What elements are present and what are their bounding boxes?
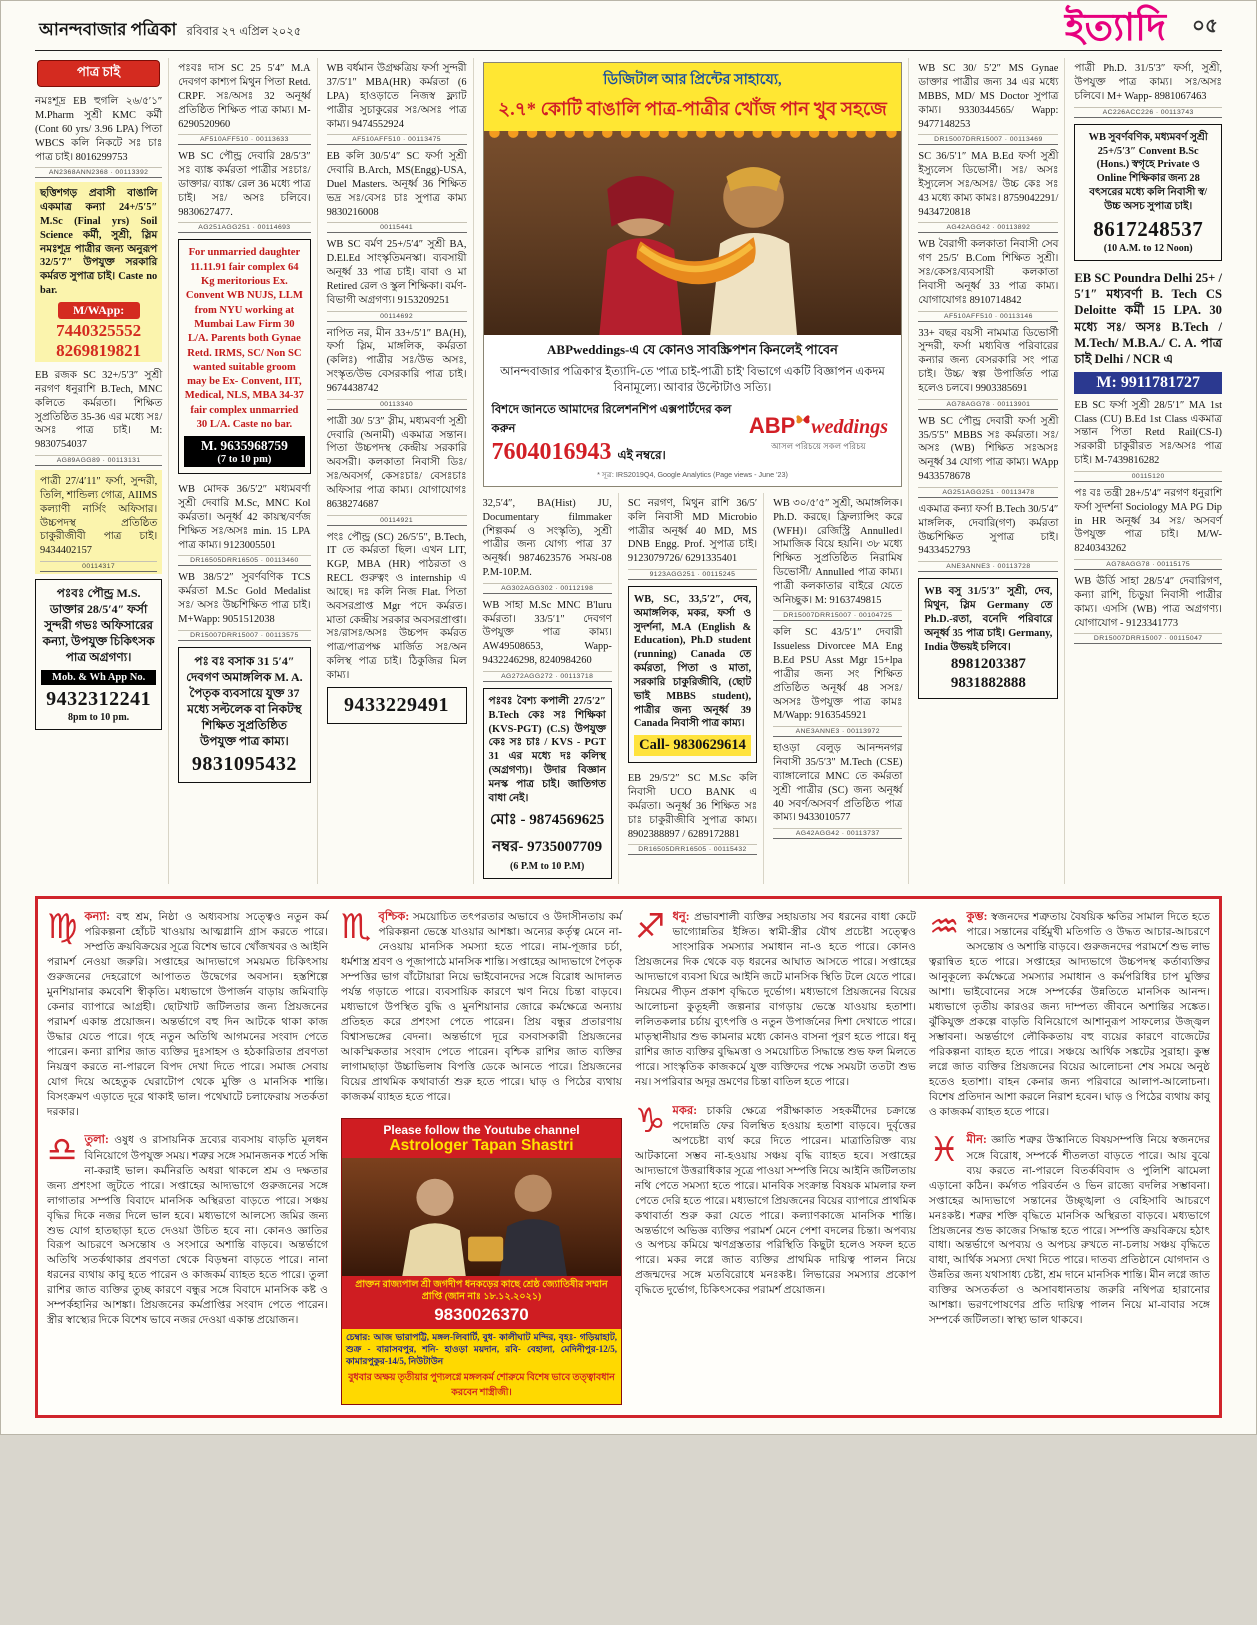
classified-ad: [327, 234, 467, 322]
award-text: প্রাক্তন রাজ্যপাল শ্রী জগদীপ ধনকড়ের কাছে শ্রেষ্ঠ জ্যোতিষীর সম্মান প্রাপ্তি (জান নাঃ ১৮.১২.২০২১): [342, 1276, 621, 1305]
contact-label: M. 9635968759 (7 to 10 pm): [184, 436, 304, 467]
ad-text: পাত্রী Ph.D. 31/5′3″ ফর্সা, সুশ্রী, উপযুক্ত পাত্র কাম্য। সঃ/অসঃ চলিবে। M+ Wapp- 8981067463: [1074, 63, 1222, 102]
ad-code: 00114921: [327, 515, 467, 526]
subcolumn-c: [773, 493, 902, 884]
ad-code: ANE3ANNE3 · 00113728: [918, 561, 1058, 572]
horoscope-text: মকর: চাকরি ক্ষেত্রে পরীক্ষাকাত সহকর্মীদের চক্রান্তে পদোন্নতি ফের বিলম্বিত হওয়ায় হতাশা বাড়বে। দুর্বৃত্তের অপচেষ্টা ব্যর্থ করে দিতে পারেন। মাত্রাতিরিক্ত ব্যয় আটকানো সম্ভব না-হওয়ায় সঞ্চয় বৃদ্ধি ব্যাহত হবে। সপ্তাহের আদ্যভাগে উত্তরাধিকার সূত্রে পাওয়া সম্পত্তি নিয়ে আইনি জটিলতায় নথি পেতে সমস্যা হতে পারে। মানবিক সংক্রান্ত বিষয়ক মামলার ফল পেতে দেরি হতে পারে। মধ্যভাগে প্রিয়জনের বিয়ের ব্যাপারে প্রাথমিক কথাবার্তা শুরু করা যেতে পারে। কল্যাণকাজে মানসিক শান্তি। অন্তর্ভাগে অভিজ্ঞ ব্যক্তির পরামর্শ মেনে পেশা বদলের চিন্তা। অপব্যয় ও অপচয় কমিয়ে ঋণগ্রস্ততার পরিস্থিতি কিছুটা হলেও সফল হতে পারে। মকর লগ্নে জাত ব্যক্তির প্রাথমিক দায়িত্ব পালন নিয়ে প্রজন্মদের সঙ্গে মতবিরোধে মনঃকষ্ট। লিভারের সমস্যার প্রকোপ বৃদ্ধিতে দুর্ভোগ, চিকিৎসকের পরামর্শ প্রয়োজন।: [635, 1104, 916, 1297]
classified-column-6: [918, 58, 1065, 883]
ad-text: WB 38/5′2″ সুবর্ণবণিক TCS কর্মরতা M.Sc Gold Medalist সঃ/ অসঃ উচ্চশিক্ষিত পাত্র চাই। M+Wapp: 9051512038: [178, 572, 311, 625]
horoscope-text: কন্যা: বহু শ্রম, নিষ্ঠা ও অধ্যবসায় সত্ত্বেও নতুন কর্ম পরিকল্পনা হোঁচট খাওয়ায় আত্মগ্লানি গ্রাস করতে পারে। সম্প্রতি ক্রয়বিক্রয়ের সূত্রে বিশেষ ভাবে খোঁজখবর ও আইনি পরামর্শ নেওয়া জরুরি। সপ্তাহের আদ্যভাগে সময়মত চিকিৎসায় গুরুজনের দেহরোগে আপাতত উদ্বেগের অবসান। হস্তশিল্পে মুনশিয়ানার কমবেশি স্বীকৃতি। মধ্যভাগে উপার্জন বাড়ায় জমিবাড়ি কেনার ব্যাপারে আগ্রহী। ছোটখাট জটিলতার জন্য প্রিয়জনের পরামর্শ একান্ত প্রয়োজন। অন্তর্ভাগে বহু দিন আটকে থাকা কাজ উদ্ধার যেতে পারে। গৃহে নতুন অতিথি আগমনের সংবাদ পেতে পারেন। কন্যা রাশির জাত ব্যক্তির দুঃসাহস ও হঠকারিতার প্রবণতা নিয়ন্ত্রণ করতে না-পারলে বিপদ দেখা দিতে পারে। সমাজ সেবায় যোগ দিয়ে অহেতুক ঘেরাটোপ থেকে মুক্তি ও মানসিক শান্তি। বিসংক্রমণ এড়াতে দূরে থাকাই ভাল। পথেঘাটে চলাফেরায় সতর্কতা দরকার।: [47, 910, 328, 1118]
classified-ad: [483, 493, 612, 595]
horoscope-entry-sagittarius: [635, 906, 916, 1090]
center-column: [483, 58, 910, 883]
classified-ad: [773, 493, 902, 623]
ad-text: WB SC 30/ 5′2″ MS Gynae ডাক্তার পাত্রীর জন্য 34 এর মধ্যে MBBS, MD/ MS Doctor সুপাত্র কাম্য। 9330344565/ Wapp: 9477148253: [918, 63, 1059, 130]
ad-text: নাপিত নর, মীন 33+/5′1″ BA(H), ফর্সা স্লিম, মাঙ্গলিক, কর্মরতা (কলিঃ) পাত্রীর সঃ/উভ অসঃ, সংস্কৃত/উভ বেসরকারি পাত্র চাই। 9674438742: [326, 327, 467, 394]
classified-ad: [773, 622, 902, 738]
sign-name: মীন:: [966, 1134, 987, 1147]
classified-ad: [918, 146, 1058, 234]
classified-ad: [918, 234, 1058, 322]
classified-ad: [1074, 58, 1222, 118]
ad-code: DR16505DRR16505 · 00113460: [178, 555, 310, 566]
classified-ad: [327, 323, 467, 411]
pisces-icon: ♓: [929, 1130, 960, 1171]
astrologer-ad-footer: বুধবার অক্ষয় তৃতীয়ার পুণ্যলগ্নে মঙ্গলকর্ম শোরুমে বিশেষ ভাবে তত্ত্বাবধান করবেন শাস্ত্রীজী।: [342, 1369, 621, 1404]
ad-text: পাত্রী 30/ 5′3″ স্লীম, মধ্যমবর্ণা সুশ্রী দেবারি (অনামী) একমাত্র সন্তান। পিতা উচ্চপদস্থ কেন্দ্রীয় সরকারি অবসরী। কলকাতা নিবাসী ডিঃ/সঃ/অবসর্গ, কেসঃচাঃ/ বেসঃচাঃ অফিসার পাত্র কাম্য। যোগাযোগঃ 8638274687: [326, 415, 467, 510]
phone-number: 8981203387: [950, 656, 1026, 673]
ad-text: 33+ বছর বয়সী নামমাত্র ডিভোর্সী সুন্দরী, ফর্সা মধ্যবিত্ত পরিবারের কন্যার জন্য বেসরকারি সং পাত্র চাই। উচ্চ/ স্বল্প উপার্জিত পাত্র হলেও চলবে। 9903385691: [918, 327, 1059, 394]
classified-ad: [35, 91, 162, 179]
sign-name: ধনু:: [672, 910, 690, 923]
astrologer-ad-header: [342, 1119, 621, 1158]
ad-text: EB SC Poundra Delhi 25+ / 5′1″ মধ্যবর্ণা B. Tech CS Deloitte কর্মী 15 LPA. 30 মধ্যে সঃ/ অসঃ B.Tech / M.Tech/ M.B.A./ C. A. পাত্র চাই Delhi / NCR এ: [1074, 270, 1222, 367]
ad-code: AG78AGG78 · 00113901: [918, 399, 1058, 410]
ad-text: WB সুবর্ণবণিক, মধ্যমবর্ণ সুশ্রী 25+/5′3″ Convent B.Sc (Hons.) স্বগৃহে Private ও Online শিক্ষিকার জন্য 28 বৎসরের মধ্যে কলি নিবাসী স্ব/ উচ্চ অসচ সুপাত্র চাই।: [1088, 131, 1208, 212]
sign-name: তুলা:: [84, 1134, 109, 1147]
ad-text: পঃবঃ দাস SC 25 5′4″ M.A দেবগণ কাশ্যপ মিথুন পিতা Retd. CRPF. সঃ/অসঃ 32 অনূর্ধ্ব প্রতিষ্ঠিত শিক্ষিত পাত্র কাম্য। M-6290520960: [178, 63, 311, 130]
ad-text: কলি SC 43/5′1″ দেবারী Issueless Divorcee MA Eng B.Ed PSU Asst Mgr 15+lpa পাত্রীর জন্য সং শিক্ষিত প্রতিষ্ঠিত অনূর্ধ্ব 48 সসঃ/অসসঃ উপযুক্ত পাত্র কামঃ M/Wapp: 9163545921: [773, 627, 903, 722]
sagittarius-icon: ♐: [635, 906, 666, 947]
horoscope-column-4: [929, 906, 1210, 1405]
ad-text: For unmarried daughter 11.11.91 fair complex 64 Kg meritorious Ex. Convent WB NUJS, LLM from NYU working at Mumbai Law Firm 30 L/A. Parents both Gynae Retd. IRMS, SC/ Non SC wanted suitable groom may be Ex- Convent, IIT, Medical, NLS, MBA 34-37 fair complex unmarried 30 L/A. Caste no bar.: [184, 247, 304, 431]
ad-code: 00113340: [327, 399, 467, 410]
horoscope-text: তুলা: ওষুধ ও রাসায়নিক দ্রব্যের ব্যবসায় বাড়তি মূলধন বিনিয়োগে উপযুক্ত সময়। শত্রুর সঙ্গে সমানজনক শর্তে সন্ধি না-করাই ভাল। কর্মনিরতি অধরা থাকলে শ্রম ও দক্ষতার জন্য প্রশংসা জুটতে পারে। সপ্তাহের আদ্যভাগে গুরুজনের সঙ্গে লাগাতার সম্পত্তি বিবাদে মানসিক অস্থিরতা বাড়তে পারে। সঞ্চয় বৃদ্ধির দিকে নজর দিলে ভাল হবে। মধ্যভাগে আলস্যে জমির জন্য শুভ যোগ হাতছাড়া হতে দেওয়া উচিত হবে না। কোনও জ্ঞাতির বিরূপ আচরণে অসন্তোষ ও সংসারে অশান্তি বাড়বে। অন্তর্ভাগে অতিথি সতর্কথাকার প্রবণতা থেকে বিড়ম্বনা বাড়তে পারে। নানা ধরনের ব্যথায় কাবু হতে পারেন ও কাজকর্ম ব্যাহত হতে পারে। তুলা রাশির জাত ব্যক্তির তুচ্ছ কারণে বন্ধুর সঙ্গে বিবাদে মানসিক কষ্ট ও সম্পর্কহানির আশঙ্কা। প্রিয়জনের কর্মপ্রাপ্তির সংবাদ পেতে পারেন। স্ত্রীর স্বাস্থ্যের দিকে বিশেষ ভাবে নজর দেওয়া একান্ত প্রয়োজন।: [47, 1134, 328, 1327]
horoscope-text: ধনু: প্রভাবশালী ব্যক্তির সহায়তায় সব ধরনের বাধা কেটে ভাগ্যোন্নতির ইঙ্গিত। স্বামী-স্ত্রীর যৌথ প্রচেষ্টা সত্ত্বেও সাংসারিক সমস্যার সমাধান না-ও হতে পারে। কোনও প্রিয়জনের দিক থেকে বড় ধরনের আঘাত আসতে পারে। সপ্তাহের আদ্যভাগে ব্যবসা ঘিরে আইনি জটে মানসিক স্থিতি টলে যেতে পারে। নিয়মের পীড়ন প্রকাশ বৃদ্ধিতে দুর্ভোগ। মধ্যভাগে প্রিয়জনের বিয়ের আলোচনা কুতূহলী জল্পনার বাগড়ায় ভেস্তে যাওয়ায় হতাশা। ললিতকলার চর্চায় ব্যুৎপত্তি ও নতুন উপার্জনের দিশা দেখাতে পারে। মাতৃস্থানীয়ার শুভ কামনার মধ্যে কোনও বাসনা পূরণ হতে পারে। ধনু রাশির জাত ব্যক্তির বুদ্ধিমত্তা ও সময়োচিত সিদ্ধান্তে শুভ ফল মিলতে পারে। সাংস্কৃতিক কাজকর্মে যুক্ত ব্যক্তিদের পক্ষে সময়টা ততটা শুভ নয়। সপরিবার অদূর ভ্রমণের চিন্তা বাতিল হতে পারে।: [635, 910, 916, 1088]
ad-text: WB SC বর্মণ 25+/5′4″ সুশ্রী BA, D.El.Ed সাংস্কৃতিমনস্কা। ব্যবসায়ী অনূর্ধ্ব 33 পাত্র চাই। বাবা ও মা Retired রেল ও স্কুল শিক্ষিকা। বর্মণ-বিভাগী অগ্রগণ্য। 9153209251: [326, 239, 467, 306]
wedding-photo: [484, 131, 902, 335]
ad-code: AG302AGG302 · 00112198: [483, 583, 612, 594]
horoscope-section: [35, 896, 1222, 1418]
ad-code: AF510AFF510 · 00113475: [327, 134, 467, 145]
classified-column-3: [327, 58, 474, 883]
phone-number: 9831882888: [950, 675, 1026, 692]
classified-ad: [327, 58, 467, 146]
classified-ad: [35, 365, 162, 467]
ad-text: পঃ বঃ বসাক 31 5′4″ দেবগণ অমাঙ্গলিক M. A. পৈতৃক ব্যবসায়ে যুক্ত 37 মধ্যে সল্টলেক বা নিকটস্থ শিক্ষিত সুপ্রতিষ্ঠিত উপযুক্ত পাত্র কাম্য।: [186, 653, 303, 748]
classified-ad: [178, 567, 310, 641]
subcolumn-b: [628, 493, 764, 884]
youtube-follow-text: Please follow the Youtube channel: [383, 1122, 580, 1137]
classifieds-section: [35, 51, 1222, 883]
abp-headline-2: ২.৭* কোটি বাঙালি পাত্র-পাত্রীর খোঁজ পান খুব সহজে: [498, 100, 887, 121]
ad-code: DR16505DRR16505 · 00115432: [628, 844, 757, 855]
ad-text: WB সাহা M.Sc MNC B'luru কর্মরতা। 33/5′1″ দেবগণ উপযুক্ত পাত্র কাম্য। AW49508653, Wapp- 9432246298, 8240984260: [482, 599, 612, 667]
horoscope-column-3: [635, 906, 916, 1405]
sign-name: বৃশ্চিক:: [378, 910, 410, 923]
classified-ad-boxed: [178, 239, 310, 474]
abp-phone-suffix: এই নম্বরে।: [617, 448, 666, 463]
contact-label: M/WApp:: [58, 302, 140, 319]
phone-number: 8269819821: [56, 340, 142, 360]
ad-text: WB বসু 31/5′3″ সুশ্রী, দেব, মিথুন, স্লিম Germany তে Ph.D.-রতা, বনেদি পরিবারে অনূর্ধ্ব 35 পাত্র চাই। Germany, India উভয়ই চলিবে।: [924, 586, 1053, 653]
astrologer-photo: [342, 1158, 621, 1276]
classified-ad: [1074, 395, 1222, 483]
ad-code: 00115441: [327, 222, 467, 233]
classified-ad-boxed: [918, 578, 1058, 699]
ad-code: DR15007DRR15007 · 00104725: [773, 610, 902, 621]
ad-code: ANE3ANNE3 · 00113972: [773, 726, 902, 737]
horoscope-entry-scorpio: [341, 906, 622, 1105]
classified-ad: [483, 595, 612, 683]
ad-code: AC226ACC226 · 00113743: [1074, 107, 1222, 118]
ad-text: পংঃ পৌন্ড্র (SC) 26/5′5″, B.Tech, IT তে কর্মরতা ছিল। এখন LIT, KGP, MBA (HR) পাঠরতা ও RECL গুরুত্বং ও internship এ আছে। দঃ কলি নিজ Flat. পিতা অবসরপ্রাপ্ত Mgr পদে কর্মরত। মাতা কেন্দ্রীয় সরকার অবসরপ্রাপ্তা। সঃ/রাসঃ/অসঃ উচ্চপদ কর্মরত পাত্র/পাত্রপক্ষ মার্জিত সঃ/অন কলিস্থ পাত্র চাই। ঠিকুজির মিল কাম্য।: [326, 531, 467, 681]
ad-text: একমাত্র কন্যা ফর্সা B.Tech 30/5′4″ মাঙ্গলিক, দেবারি(গণ) কর্মরতা উচ্চশিক্ষিত সুপাত্র চাই। 9433452793: [918, 503, 1059, 557]
ad-text: হাওড়া বেলুড় আনন্দনগর নিবাসী 35/5′3″ M.Tech (CSE) ব্যাঙ্গালোরে MNC তে কর্মরতা সুশ্রী পাত্রীর (SC) জন্য অনূর্ধ্ব 40 সবর্ণ/অসবর্ণ প্রতিষ্ঠিত পাত্র কাম্য। 9433010577: [773, 743, 903, 824]
phone-number: নম্বর- 9735007709: [492, 838, 603, 855]
abp-body-line2: আনন্দবাজার পত্রিকা'র ইত্যাদি-তে 'পাত্র চাই-পাত্রী চাই' বিভাগে একটি বিজ্ঞাপন একদম বিনামূল্যে। আবার উল্টোটাও সত্যি।: [500, 365, 885, 394]
astrologer-phone-number: 9830026370: [342, 1304, 621, 1329]
ad-code: AG89AGG89 · 00113131: [35, 455, 162, 466]
section-header-patro-chai: পাত্র চাই: [37, 60, 160, 87]
masthead-right: [1064, 7, 1218, 49]
masthead-left: [39, 17, 301, 45]
ad-text: SC নরগণ, মিথুন রাশি 36/5′ কলি নিবাসী MD Microbio পাত্রীর অনূর্ধ্ব 40 MD, MS DNB Engg. Prof. সুপাত্র চাই। 9123079726/ 6291335401: [627, 497, 758, 565]
newspaper-logo: আনন্দবাজার পত্রিকা: [39, 20, 177, 40]
classified-ad: [918, 411, 1058, 499]
abp-footnote: * সূত্র: IRS2019Q4, Google Analytics (Page views - June '23): [597, 469, 788, 479]
abp-phone-number: 7604016943 এই নম্বরে।: [491, 439, 666, 466]
ad-code: AF510AFF510 · 00113146: [918, 311, 1058, 322]
butterfly-icon: [795, 420, 811, 437]
ad-text: 32,5′4″, BA(Hist) JU, Documentary filmmaker (শিল্পকর্ম ও সংস্কৃতি), সুশ্রী পাত্রীর জন্য যোগ্য পাত্র 37 অনূর্ধ্ব। 9874623576 সময়-08 P.M-10P.M.: [482, 497, 612, 578]
ad-text: পাত্রী 27/4′11″ ফর্সা, সুন্দরী, তিলি, শান্ডিল্য গোত্র, AIIMS কল্যাণী নার্সিং অফিসার। উচ্চপদস্থ প্রতিষ্ঠিত চাকুরীজীবী পাত্র চাই। 9434402157: [40, 476, 158, 557]
abp-body-line1: ABPweddings-এ যে কোনও সাবস্ক্রিপশন কিনলেই পাবেন: [547, 342, 838, 358]
abp-logo-tagline: আসল পরিচয়ে সকল পরিচয়: [771, 441, 866, 452]
classified-ad: [327, 411, 467, 527]
ad-text: WB মোদক 36/5′2″ মধ্যমবর্ণা সুশ্রী দেবারি M.Sc, MNC Kol কর্মরতা। অনূর্ধ্ব 42 কায়স্থ/বর্ণজ শিক্ষিত সঃ/অসঃ min. 15 LPA পাত্র কাম্য। 9123005501: [178, 484, 311, 551]
classified-ad: [327, 146, 467, 234]
horoscope-text: মীন: জ্ঞাতি শত্রুর উস্কান‌িতে বিষয়সম্পত্তি নিয়ে স্বজনদের সঙ্গে বিরোধ, সম্পর্কে শীতলতা বাড়তে পারে। আয় বুঝে ব্যয় করতে না-পারলে বিতর্কবিবাদ ও পুলিশি ঝামেলা এড়ানো কঠিন। কর্মগত পরিবর্তন ও ভিন রাজ্যে বদলির সম্ভাবনা। সপ্তাহের আদ্যভাগে সন্তানের উচ্ছৃঙ্খলা ও বেহিসাবি আচরণে মনঃকষ্ট। শত্রুর শক্তি বৃদ্ধিতে মানসিক অস্থিরতা বাড়বে। মধ্যভাগে প্রিয়জনের শুভ কাজের সিদ্ধান্ত হতে পারে। সম্পত্তি ক্রয়বিক্রয়ে হঠাৎ বাধা। অন্তর্ভাগে অপব্যয় ও অপচয় রুখতে না-চলায় সঞ্চয় বৃদ্ধিতে বাধা, আর্থিক সমস্যা দেখা দিতে পারে। দাতব্য প্রতিষ্ঠানে যোগদান ও উন্নতির জন্য যথাসাধ্য চেষ্টা, শ্রম দানে মানসিক শান্তি। মীন লগ্নে জাত ব্যক্তির অসতর্কতা ও অসাবধানতায় জরুরি নথিপত্র হারানোর আশঙ্কা। ভরণপোষণের প্রতি দায়িত্ব পালন নিয়ে মা-বাবার সঙ্গে সম্পর্কে জটিলতা। স্বাস্থ্য ভাল থাকবে।: [929, 1134, 1210, 1327]
ad-code: AF510AFF510 · 00113633: [178, 134, 310, 145]
abp-call-text: বিশদে জানতে আমাদের রিলেশনশিপ এক্সপার্টদের কল করুন: [491, 403, 732, 436]
phone-number: 8617248537: [1093, 216, 1204, 241]
classified-ad: [628, 493, 757, 581]
horoscope-entry-pisces: [929, 1132, 1210, 1328]
abp-weddings-ad: [483, 62, 903, 487]
sign-name: কন্যা:: [84, 910, 110, 923]
horoscope-column-1: [47, 906, 328, 1405]
classified-ad-boxed: [1074, 124, 1222, 261]
abp-ad-header: [484, 63, 902, 131]
phone-box: [327, 687, 467, 724]
ad-text: পঃবঃ পৌন্ড্র M.S. ডাক্তার 28/5′4″ ফর্সা সুন্দরী গভঃ অফিসারের কন্যা, উপযুক্ত চিকিৎসক পাত্র অগ্রগণ্য।: [42, 585, 155, 664]
classified-ad-highlighted: [35, 470, 162, 574]
classified-ad: [773, 738, 902, 840]
classified-ad: [178, 58, 310, 146]
classified-ad-boxed: [35, 579, 162, 730]
center-subcolumns: [483, 493, 903, 884]
ad-text: WB, SC, 33,5′2″, দেব, অমাঙ্গলিক, মকর, ফর্সা ও সুদর্শনা, M.A (English & Education), Ph.D student (running) Canada তে কর্মরতা, পিতা ও মাতা, সরকারি চাকুরিজীবি, (ছোট ভাই MBBS student), পাত্রীর জন্য অনূর্ধ্ব 39 Canada নিবাসী পাত্র কাম্য।: [633, 594, 752, 730]
ad-text: নমঃশূদ্র EB হুগলি ২৬/৫′১″ M.Pharm সুশ্রী KMC কর্মী (Cont 60 yrs/ 3.96 LPA) পিতা WBCS কলি নিকটে সঃ চাঃ পাত্র চাই। 8016299753: [35, 96, 163, 163]
ad-text: EB 29/5′2″ SC M.Sc কলি নিবাসী UCO BANK এ কর্মরতা। অনূর্ধ্ব 36 শিক্ষিত সঃ চাঃ চাকুরীজীবি সুপাত্র কাম্য। 8902388897 / 6289172881: [627, 773, 758, 840]
horoscope-column-2: [341, 906, 622, 1405]
phone-number: Call- 9830629614: [634, 735, 751, 756]
ad-code: AG272AGG272 · 00113718: [483, 671, 612, 682]
classified-ad-highlighted: [35, 182, 162, 362]
horoscope-entry-libra: [47, 1132, 328, 1328]
abp-weddings-logo: ABP weddings আসল পরিচয়ে সকল পরিচয়: [743, 413, 893, 454]
capricorn-icon: ♑: [635, 1100, 666, 1141]
call-time: (10 A.M. to 12 Noon): [1103, 242, 1193, 254]
ad-code: DR15007DRR15007 · 00113469: [918, 134, 1058, 145]
classified-ad-boxed: [178, 647, 310, 783]
ad-text: পঃ বঃ তন্ত্রী 28+/5′4″ নরগণ ধনুরাশি ফর্সা সুদর্শনা Sociology MA PG Dip in HR অনূর্ধ্ব 34 সঃ/ অসবর্ণ উপযুক্ত পাত্র চাই। M/W-8240343262: [1074, 487, 1222, 555]
ad-text: EB রজক SC 32+/5′3″ সুশ্রী নরগণ ধনুরাশি B.Tech, MNC কলিতে কর্মরতা। শিক্ষিত সুপ্রতিষ্ঠিত 35-36 এর মধ্যে সঃ/অসঃ পাত্র চাই। M: 9830754037: [35, 370, 163, 451]
ad-text: WB SC পৌন্ড্র দেবারি 28/5′3″ সঃ ব্যাঙ্ক কর্মরতা পাত্রীর সঃচাঃ/ ডাক্তার/ ব্যাঙ্ক/ রেল 36 মধ্যে পাত্র চাই। সঃ/ অসঃ চলিবে। 9830627477.: [178, 151, 311, 218]
ad-text: ছত্তিশগড় প্রবাসী বাঙালি একমাত্র কন্যা 24+/5′5″ M.Sc (Final yrs) Soil Science কর্মী, সুশ্রী, স্লিম নমঃশূদ্র পাত্রীর জন্য অনুরূপ 32/5′7″ উপযুক্ত সরকারি কর্মরত সুপাত্র চাই। Caste no bar.: [40, 188, 158, 297]
astrologer-ad: [341, 1118, 622, 1405]
classified-ad: [178, 146, 310, 234]
ad-text: EB SC ফর্সা সুশ্রী 28/5′1″ MA 1st Class (CU) B.Ed 1st Class একমাত্র সন্তান পিতা Retd Rail(CS-I) সরকারী চাকুরীরত সঃ/অসঃ পাত্র চাই। M-7439816282: [1074, 399, 1222, 467]
ad-text: WB বর্ধমান উগ্রক্ষত্রিয় ফর্সা সুন্দরী 37/5′1″ MBA(HR) কর্মরতা (6 LPA) হাওড়াতে নিজস্ব ফ্ল্যাট পাত্রীর সুচাকুরের সঃ/অসঃ পাত্র কাম্য। 9474552924: [326, 63, 467, 130]
sign-name: কুম্ভ:: [966, 910, 988, 923]
classified-column-7: [1074, 58, 1222, 883]
abp-ad-body: [484, 335, 902, 486]
ad-text: SC 36/5′1″ MA B.Ed ফর্সা সুশ্রী ইস্যুলেস ডিভোর্সী। সঃ/ অসঃ ইস্যুলেস সঃ/অসঃ/ উচ্চ কেঃ সঃ 43 মধ্যে কাম্য কামঃ। 8759042291/ 9434720818: [918, 151, 1059, 218]
classified-ad-boxed: [483, 688, 612, 879]
phone-number: 9831095432: [191, 752, 297, 775]
section-title: ইত্যাদি: [1064, 7, 1167, 49]
ad-code: AN2368ANN2368 · 00113392: [35, 167, 162, 178]
phone-number: 9432312241: [46, 687, 152, 710]
classified-ad: [1074, 483, 1222, 571]
classified-ad: [918, 323, 1058, 411]
classified-ad: [918, 499, 1058, 573]
classified-ad: [1074, 266, 1222, 395]
contact-label: Mob. & Wh App No.: [41, 670, 156, 685]
classified-ad: [918, 58, 1058, 146]
scorpio-icon: ♏: [341, 906, 372, 947]
horoscope-text: বৃশ্চিক: সময়োচিত তৎপরতার অভাবে ও উদাসীনতায় কর্ম পরিকল্পনা ভেস্তে যাওয়ার আশঙ্কা। অন্যের কর্তৃত্ব মেনে না-নেওয়ায় মানসিক সমস্যা হতে পারে। নাম-পূজার চর্চা, ধর্মশাস্ত্র শ্রবণ ও পূজাপাঠে মানসিক শান্তি। সপ্তাহের আদ্যভাগে পৈতৃক সম্পত্তির ভাগ বাঁটোয়ারা নিয়ে ভাইবোনদের সঙ্গে বিরোধ আদালত পর্যন্ত গড়াতে পারে। ব্যবসায়িক কারণে ঋণ নিয়ে চিন্তা বাড়বে। মধ্যভাগে উপস্থিত বুদ্ধি ও মুনশিয়ানার জোরে কর্মক্ষেত্রে অন্যায় প্রতিহত করে প্রশংসা পেতে পারেন। প্রিয় বন্ধুর প্রতারণায় বিশ্বাসভঙ্গের বেদনা। অন্তর্ভাগে দূরে বসবাসকারী প্রিয়জনের আকস্মিকতার সংবাদ পেতে পারেন। বৃশ্চিক রাশির জাত ব্যক্তির লাগামছাড়া উচ্চাভিলাষ বিপত্তি ডেকে আনতে পারে। প্রিয়জনের বিয়ের প্রাথমিক কথাবার্তা শুরু হতে পারে। ঘাড় ও পিঠের ব্যথায় কাজকর্ম ব্যাহত হতে পারে।: [341, 910, 622, 1103]
classified-ad: [178, 479, 310, 567]
chamber-schedule: চেম্বার: আজ ভারাপট্টি, মঙ্গল-লিবার্টি, বুধ- কালীঘাট মন্দির, বৃহঃ- গড়িয়াহাট, শুক্র - বারাসবপুর, শনি- হাওড়া ময়দান, রবি- বেহালা, মেদিনীপুর-12/5, কামারপুকুর-14/5, নিউটাউন: [342, 1329, 621, 1368]
horoscope-entry-aquarius: [929, 906, 1210, 1120]
phone-number: 9433229491: [344, 693, 450, 716]
ad-code: AG42AGG42 · 00113737: [773, 828, 902, 839]
aquarius-icon: ♒: [929, 906, 960, 947]
ad-code: 00114317: [40, 561, 157, 572]
date-line: রবিবার ২৭ এপ্রিল ২০২৫: [186, 26, 302, 39]
subcolumn-a: [483, 493, 619, 884]
phone-number: M: 9911781727: [1074, 372, 1222, 394]
page-header: [35, 9, 1222, 51]
ad-code: 9123AGG251 · 00115245: [628, 569, 757, 580]
call-time: (6 P.M to 10 P.M): [510, 860, 585, 872]
ad-code: AG251AGG251 · 00114693: [178, 222, 310, 233]
classified-ad: [1074, 571, 1222, 645]
classified-ad: [327, 527, 467, 725]
horoscope-entry-capricorn: [635, 1100, 916, 1299]
call-time: 8pm to 10 pm.: [68, 711, 130, 723]
horoscope-text: কুম্ভ: স্বজনদের শত্রুতায় বৈষয়িক ক্ষতির সামাল দিতে হতে পারে। সন্তানের বর্হিমুখী মতিগতি ও উদ্ধত আচার-আচরণে অসন্তোষ ও অশান্তি বাড়বে। গুরুজনদের পরামর্শে শুভ লাভ ত্বরান্বিত হতে পারে। সপ্তাহের আদ্যভাগে উচ্চপদস্থ কর্তাব্যক্তির আনুকূল্যে কর্মক্ষেত্রে সমস্যার সমাধান ও কর্মপরিধির চাপ মুক্তির আশা। ভাইবোনের সঙ্গে সম্পর্কের উন্নতিতে মানসিক আনন্দ। মধ্যভাগে তৃতীয় কারওর জন্য দাম্পত্য জীবনে অশান্তির সঙ্কেত। ঝুঁকিযুক্ত প্রকল্পে বাড়তি বিনিয়োগে আশানুরূপ সাফল্যের উজ্জ্বল সম্ভাবনা। অন্তর্ভাগে লৌকিকতায় বহু ব্যয়ের কারণে বাজেটের পরিকল্পনা ব্যাহত হতে পারে। সঞ্চয়ে আর্থিক সঙ্কটের সুরাহা। কুম্ভ লগ্নে জাত ব্যক্তির প্রিয়জনের বিয়ের আলোচনা শেষ সময়ে অনুষ্ঠ হতেও হতাশা। বাহন কেনার জন্য পরিবারে আলাপ-আলোচনা। বিশেষ প্রতিদান আশা করলে নিরাশ হবেন। ঘাড় ও পিঠের ব্যথায় কাবু ও কাজকর্ম ব্যাহত হতে পারে।: [929, 910, 1210, 1118]
phone-number: 7440325552: [56, 320, 142, 340]
ad-code: 00115120: [1074, 471, 1222, 482]
ad-text: EB কলি 30/5′4″ SC ফর্সা সুশ্রী দেবারি B.Arch, MS(Engg)-USA, Duel Masters. অনূর্ধ্ব 36 শিক্ষিত ভদ্র সঃ/বেসঃ চাঃ সুপাত্র কাম্য 9830216008: [326, 151, 467, 218]
virgo-icon: ♍: [47, 906, 78, 947]
ad-text: WB বৈরাগী কলকাতা নিবাসী সেব গণ 25/5′ B.Com শিক্ষিত সুশ্রী। সঃ/কেসঃ/ব্যবসায়ী কলকাতা নিবাসী অনূর্ধ্ব 33 পাত্র কাম্য। যোগাযোগঃ 8910714842: [918, 239, 1059, 306]
astrologer-name: Astrologer Tapan Shastri: [389, 1136, 574, 1154]
ad-text: WB SC পৌন্ড্র দেবারী ফর্সা সুশ্রী 35/5′5″ MBBS সঃ কর্মরতা। সঃ/অসঃ (WB) শিক্ষিত সঃঅসঃ অনূর্ধ্ব 34 যোগ্য পাত্র কাম্য। WApp 9433578678: [918, 415, 1059, 483]
page-number: ০৫: [1192, 15, 1218, 37]
classified-ad-boxed: [628, 586, 757, 763]
ad-text: WB ঊর্ডি সাহা 28/5′4″ দেবারিগণ, কন্যা রাশি, চিড়ুয়া নিবাসী পাত্রীর কাম্য। এসসি (WB) পাত্র অগ্রগণ্য। যোগাযোগ - 9123341773: [1074, 576, 1222, 629]
ad-code: AG42AGG42 · 00113892: [918, 222, 1058, 233]
classified-ad: [628, 768, 757, 856]
phone-number: মোঃ - 9874569625: [490, 811, 605, 828]
classified-column-2: [178, 58, 317, 883]
ad-code: DR15007DRR15007 · 00113575: [178, 630, 310, 641]
libra-icon: ♎: [47, 1130, 78, 1171]
horoscope-entry-virgo: [47, 906, 328, 1120]
ad-code: AG78AGG78 · 00115175: [1074, 559, 1222, 570]
sign-name: মকর:: [672, 1104, 698, 1117]
abp-headline-1: ডিজিটাল আর প্রিন্টের সাহায্যে,: [603, 72, 782, 89]
classified-column-1: [35, 58, 169, 883]
ad-code: DR15007DRR15007 · 00115047: [1074, 633, 1222, 644]
ad-code: AG251AGG251 · 00113478: [918, 487, 1058, 498]
ad-text: WB ৩০/৫′৫″ সুশ্রী, অমাঙ্গলিক। Ph.D. করছে। ফ্রিল্যান্সিং করে (WFH)। রেজিস্ট্রি Annulled। সামাজিক বিয়ে হয়নি। ৩৮ মধ্যে শিক্ষিত সুপ্রতিষ্ঠিত নিরামিষ ডিভোর্সী/ Annulled পাত্র কাম্য। পাত্রী কলকাতার বাইরে যেতে অনিচ্ছুক। M: 9163749815: [773, 497, 903, 606]
ad-text: পঃবঃ বৈশ্য কপালী 27/5′2″ B.Tech কেঃ সঃ শিক্ষিকা (KVS-PGT) (C.S) উপযুক্ত কেঃ সঃ চাঃ / KVS - PGT 31 এর মধ্যে দঃ কলিস্থ (অগ্রগণ্য)। উদার বিজ্ঞান মনস্ক পাত্র চাই। জাতিগত বাধা নেই।: [488, 695, 606, 804]
ad-code: 00114692: [327, 311, 467, 322]
